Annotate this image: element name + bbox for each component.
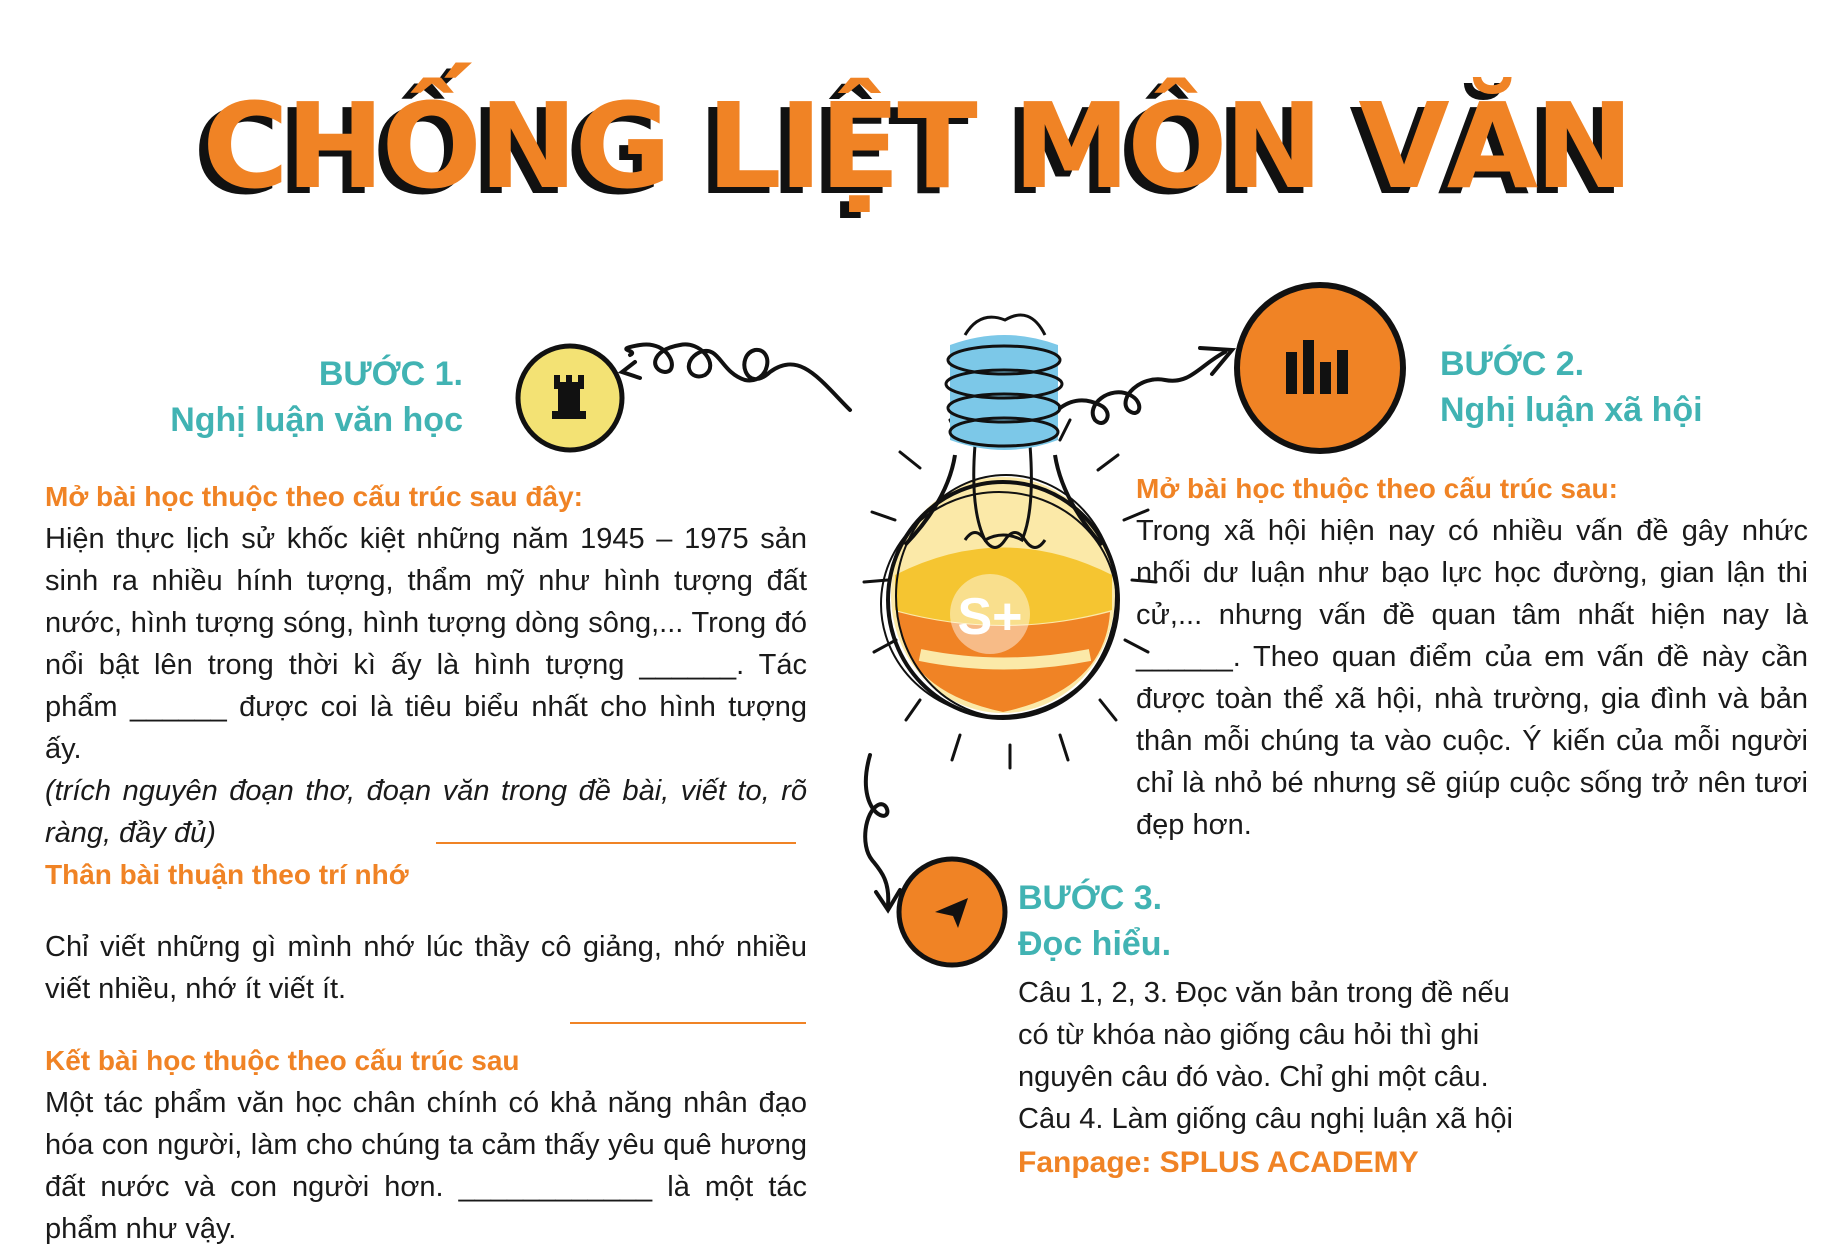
step2-label: BƯỚC 2. (1440, 345, 1585, 383)
step2-icon (1237, 285, 1403, 451)
page-title: CHỐNG LIỆT MÔN VĂN (202, 77, 1631, 215)
step2-text: Trong xã hội hiện nay có nhiều vấn đề gây nhức nhối dư luận như bạo lực học đường, gian lận thi cử,... nhưng vấn đề quan tâm nhất hiện nay là ______. Theo quan điểm của em vấn đề này cần được toàn thể xã hội, nhà trường, gia đình và bản thân mỗi chúng ta vào cuộc. Ý kiến của mỗi người chỉ là nhỏ bé nhưng sẽ giúp cuộc sống trở nên tươi đẹp hơn. (1136, 515, 1808, 841)
lightbulb-icon (864, 315, 1156, 768)
step2-section (1136, 468, 1808, 846)
fanpage-link[interactable]: Fanpage: SPLUS ACADEMY (1018, 1146, 1419, 1179)
step1-icon (518, 346, 622, 450)
step3-line: Câu 1, 2, 3. Đọc văn bản trong đề nếu (1018, 977, 1510, 1009)
step2-heading: Mở bài học thuộc theo cấu trúc sau: (1136, 473, 1618, 504)
step1-body-heading: Thân bài thuận theo trí nhớ (45, 859, 409, 890)
step1-conclusion-text: Một tác phẩm văn học chân chính có khả năng nhân đạo hóa con người, làm cho chúng ta cảm thấy yêu quê hương đất nước và con người hơn. ____________ là một tác phẩm như vậy. (45, 1087, 807, 1245)
arrow-to-step2 (1040, 348, 1232, 430)
body-heading-rule (436, 842, 796, 844)
step1-label: BƯỚC 1. (318, 355, 463, 393)
arrow-to-step3 (865, 755, 900, 910)
logo-s-plus: S+ (957, 588, 1023, 646)
step2-name: Nghị luận xã hội (1440, 391, 1703, 429)
step1-intro-text: Hiện thực lịch sử khốc kiệt những năm 1945 – 1975 sản sinh ra nhiều hính tượng, thẩm mỹ như hình tượng đất nước, hình tượng sóng, hình tượng dòng sông,... Trong đó nổi bật lên trong thời kì ấy là hình tượng ______. Tác phẩm ______ được coi là tiêu biểu nhất cho hình tượng ấy. (45, 523, 807, 765)
step3-line: Câu 4. Làm giống câu nghị luận xã hội (1018, 1103, 1513, 1135)
step3-section (1018, 972, 1518, 1186)
step1-body-text: Chỉ viết những gì mình nhớ lúc thầy cô giảng, nhớ nhiều viết nhiều, nhớ ít viết ít. (45, 931, 807, 1005)
step3-label: BƯỚC 3. (1018, 879, 1163, 917)
step3-name: Đọc hiểu. (1018, 925, 1172, 963)
step3-line: nguyên câu đó vào. Chỉ ghi một câu. (1018, 1061, 1489, 1093)
step1-intro-heading: Mở bài học thuộc theo cấu trúc sau đây: (45, 481, 583, 512)
step1-name: Nghị luận văn học (170, 401, 463, 439)
step3-icon (899, 859, 1005, 965)
arrow-to-step1 (622, 344, 850, 410)
conclusion-heading-rule (570, 1022, 806, 1024)
step3-line: có từ khóa nào giống câu hỏi thì ghi (1018, 1019, 1480, 1051)
step1-intro-note: (trích nguyên đoạn thơ, đoạn văn trong đề bài, viết to, rõ ràng, đầy đủ) (45, 775, 807, 849)
step1-conclusion-heading: Kết bài học thuộc theo cấu trúc sau (45, 1045, 520, 1076)
step1-section (45, 476, 807, 1250)
